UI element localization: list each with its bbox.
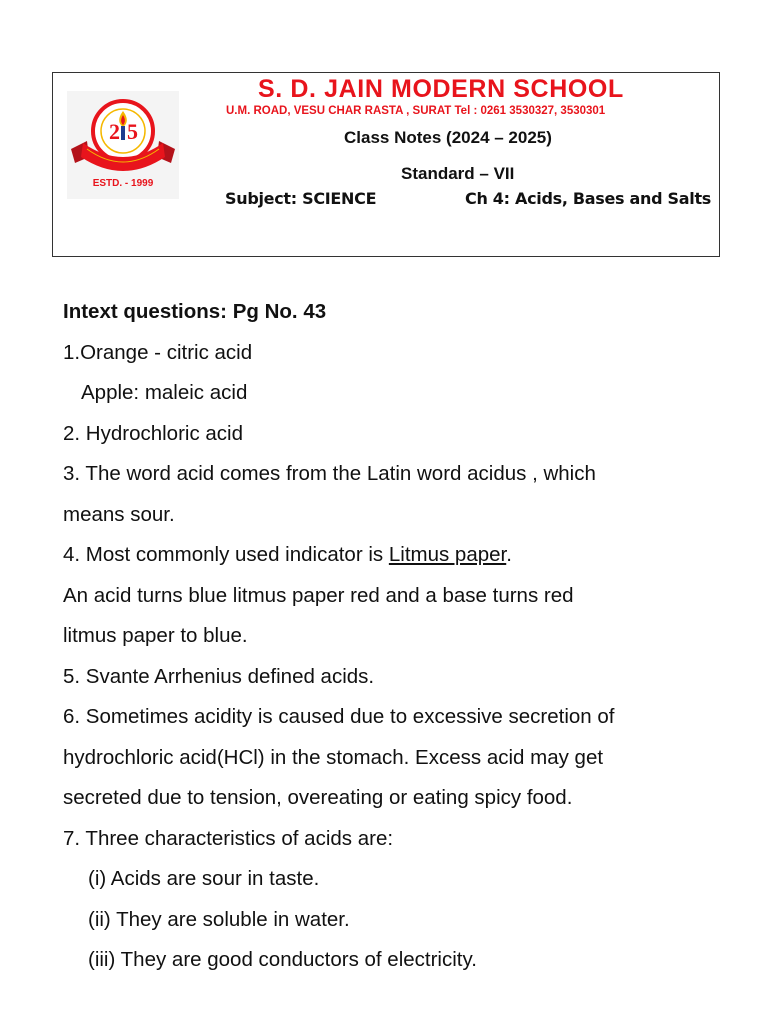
litmus-paper-term: Litmus paper <box>388 543 507 566</box>
answer-4-line-3: litmus paper to blue. <box>63 624 248 647</box>
school-address: U.M. ROAD, VESU CHAR RASTA , SURAT Tel : 0261 3530327, 3530301 <box>226 105 606 117</box>
school-name: S. D. JAIN MODERN SCHOOL <box>258 75 624 103</box>
svg-text:ESTD. - 1999: ESTD. - 1999 <box>92 178 154 189</box>
answer-3-line-2: means sour. <box>63 502 175 526</box>
answer-2: 2. Hydrochloric acid <box>63 421 244 445</box>
answer-7-item-2: (ii) They are soluble in water. <box>88 907 350 931</box>
notes-content <box>63 292 723 981</box>
answer-6-line-2: hydrochloric acid(HCl) in the stomach. Excess acid may get <box>63 745 604 769</box>
subject-label: Subject: SCIENCE <box>225 189 377 208</box>
answer-7-item-3: (iii) They are good conductors of electricity. <box>88 948 477 971</box>
answer-6-line-3: secreted due to tension, overeating or eating spicy food. <box>63 786 573 809</box>
answer-3-line-1: 3. The word acid comes from the Latin word acidus , which <box>63 462 596 485</box>
section-heading: Intext questions: Pg No. 43 <box>63 300 327 323</box>
answer-4-prefix: 4. Most commonly used indicator is <box>63 543 389 566</box>
answer-4-suffix: . <box>506 543 512 566</box>
svg-text:2: 2 <box>109 119 120 144</box>
svg-text:5: 5 <box>127 119 138 144</box>
answer-7-item-1: (i) Acids are sour in taste. <box>88 867 320 890</box>
standard-label: Standard – VII <box>401 164 515 183</box>
answer-7: 7. Three characteristics of acids are: <box>63 826 394 850</box>
header-box <box>52 72 720 257</box>
class-notes-title: Class Notes (2024 – 2025) <box>344 128 552 147</box>
answer-1-line-1: 1.Orange - citric acid <box>63 340 253 364</box>
answer-6-line-1: 6. Sometimes acidity is caused due to excessive secretion of <box>63 705 615 728</box>
answer-1-line-2: Apple: maleic acid <box>81 381 248 404</box>
chapter-label: Ch 4: Acids, Bases and Salts <box>465 189 712 208</box>
answer-4-line-1 <box>63 535 723 576</box>
school-logo <box>67 91 179 199</box>
answer-4-line-2: An acid turns blue litmus paper red and a base turns red <box>63 583 574 607</box>
answer-5: 5. Svante Arrhenius defined acids. <box>63 664 375 688</box>
